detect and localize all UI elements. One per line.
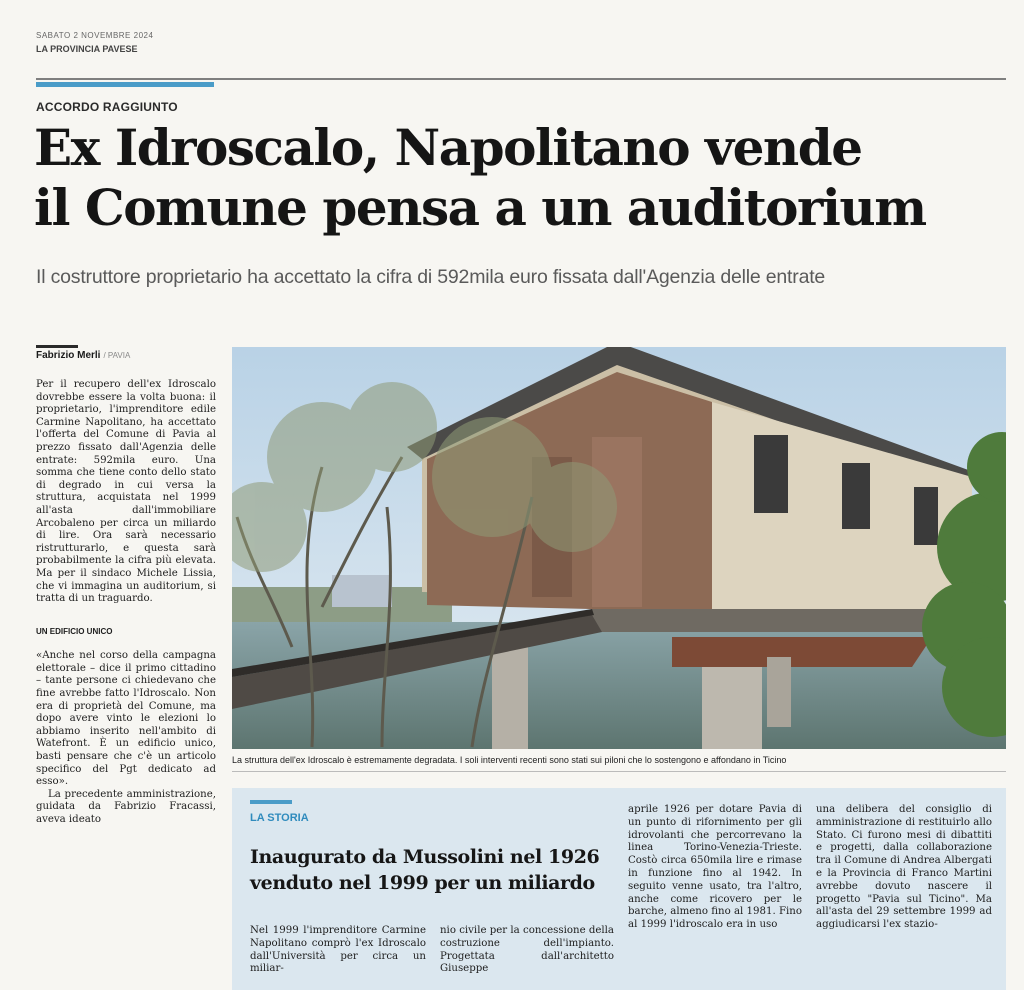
story-title: Inaugurato da Mussolini nel 1926 venduto nel 1999 per un miliardo — [250, 846, 600, 894]
body-paragraph: Per il recupero dell'ex Idroscalo dovrebbe essere la volta buona: il proprietario, l'imprenditore edile Carmine Napolitano, ha accettato l'offerta del Comune di Pavia al prezzo fissato dall'Agenzia delle entrate: 592mila euro. Una somma che tiene conto dello stato di degrado in cui versa la struttura, acquistata nel 1999 all'asta dall'immobiliare Arcobaleno per circa un miliardo di lire. Ora sarà necessario ristrutturarlo, e questa sarà probabilmente la cifra più elevata. Ma per il sindaco Michele Lissia, che vi immagina un auditorium, si tratta di un traguardo. — [36, 379, 216, 605]
caption-rule — [232, 771, 1006, 772]
idroscalo-photo — [232, 347, 1006, 749]
subheadline: Il costruttore proprietario ha accettato la cifra di 592mila euro fissata dall'Agenzia delle entrate — [36, 266, 826, 288]
section-subhead: UN EDIFICIO UNICO — [36, 626, 113, 636]
story-column-2: nio civile per la concessione della costruzione dell'impianto. Progettata dall'architetto Giuseppe — [440, 925, 614, 975]
dateline-place: / PAVIA — [103, 351, 131, 360]
author-name: Fabrizio Merli — [36, 350, 101, 361]
body-paragraph: «Anche nel corso della campagna elettorale – dice il primo cittadino – tante persone ci chiedevano che fine avrebbe fatto l'Idroscalo. Non era di proprietà del Comune, ma dopo avere vinto le elezioni lo abbiamo inserito nell'ambito di Watefront. È un edificio unico, basti pensare che c'è un articolo specifico del Pgt dedicato ad esso». — [36, 650, 216, 788]
byline — [36, 350, 130, 361]
headline-line-2: il Comune pensa a un auditorium — [34, 178, 926, 237]
story-column-3: aprile 1926 per dotare Pavia di un punto di rifornimento per gli idrovolanti che percorrevano la linea Torino-Venezia-Trieste. Costò circa 650mila lire e rimase in funzione fino al 1942. In seguito venne usato, tra l'altro, anche come ricovero per le barche, almeno fino al 1981. Fino al 1999 l'idroscalo era in uso — [628, 804, 802, 931]
headline-line-1: Ex Idroscalo, Napolitano vende — [34, 118, 862, 177]
header-rule — [36, 78, 1006, 80]
newspaper-name: LA PROVINCIA PAVESE — [36, 44, 138, 54]
body-paragraph: La precedente amministrazione, guidata da Fabrizio Fracassi, aveva ideato — [36, 788, 216, 825]
photo-caption: La struttura dell'ex Idroscalo è estremamente degradata. I soli interventi recenti sono stati sui piloni che lo sostengono e affondano in Ticino — [232, 755, 787, 765]
article-body-column — [36, 379, 216, 827]
story-tag-rule — [250, 800, 292, 804]
story-column-4: una delibera del consiglio di amministrazione di restituirlo allo Stato. Ci furono mesi di dibattiti e progetti, dalla collaborazione tra il Comune di Andrea Albergati e la Provincia di Franco Martini avrebbe dovuto nascere il progetto "Pavia sul Ticino". Ma all'asta del 29 settembre 1999 ad aggiudicarsi l'ex stazio- — [816, 804, 992, 931]
kicker: ACCORDO RAGGIUNTO — [36, 100, 178, 114]
byline-rule — [36, 345, 78, 348]
headline — [34, 118, 1019, 238]
photo-illustration — [232, 347, 1006, 749]
masthead — [36, 31, 153, 54]
story-section-tag: LA STORIA — [250, 812, 309, 824]
issue-date: SABATO 2 NOVEMBRE 2024 — [36, 31, 154, 40]
accent-rule — [36, 82, 214, 87]
story-column-1: Nel 1999 l'imprenditore Carmine Napolitano comprò l'ex Idroscalo dall'Università per circa un miliar- — [250, 925, 426, 975]
